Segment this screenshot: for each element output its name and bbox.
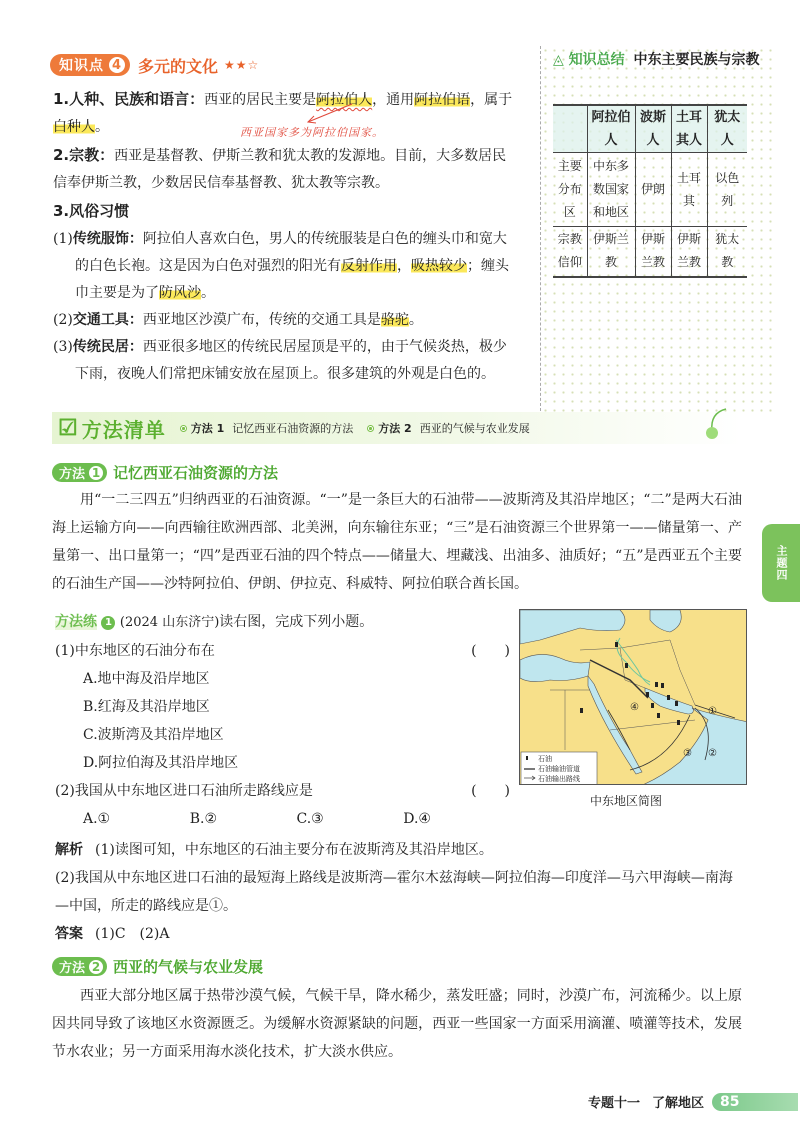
theme-side-tab[interactable]: 主题四 xyxy=(762,524,800,602)
footer-chapter-title: 了解地区 xyxy=(652,1096,705,1111)
method1-title: 记忆西亚石油资源的方法 xyxy=(113,464,279,482)
method2-badge xyxy=(52,957,107,976)
option-b[interactable]: B.红海及其沿岸地区 xyxy=(83,699,210,715)
method-text: 西亚的气候与农业发展 xyxy=(419,422,530,435)
table-cell: 犹太教 xyxy=(707,227,747,277)
table-cell: 中东多数国家和地区 xyxy=(587,153,635,227)
item-number: (1) xyxy=(53,231,73,247)
map-caption: 中东地区简图 xyxy=(590,794,663,808)
route-label-2: ② xyxy=(708,748,717,759)
question-stem: (1)中东地区的石油分布在 xyxy=(55,643,215,659)
method-number: 2 xyxy=(88,959,104,975)
text: ，属于 xyxy=(470,92,513,108)
option-d[interactable]: D.阿拉伯海及其沿岸地区 xyxy=(83,755,239,771)
custom-item-transport xyxy=(53,307,513,334)
question-2 xyxy=(55,777,510,805)
text: 西亚很多地区的传统民居屋顶是平的，由于气候炎热，极少下雨，夜晚人们常把床铺安放在屋顶上。很多建筑的外观是白色的。 xyxy=(75,339,507,382)
route-label-1: ① xyxy=(708,706,717,717)
custom-item-clothing xyxy=(53,226,513,307)
table-header-cell: 犹太人 xyxy=(707,105,747,153)
legend-route: 石油输出路线 xyxy=(538,775,580,783)
highlight: 反射作用 xyxy=(341,258,397,274)
option-a[interactable]: A.地中海及沿岸地区 xyxy=(83,671,210,687)
method-link-2[interactable] xyxy=(367,420,529,436)
map-illustration xyxy=(520,610,747,785)
option-c[interactable]: C.波斯湾及其沿岸地区 xyxy=(83,727,224,743)
method-link-1[interactable] xyxy=(180,420,353,436)
method-tag: 方法 xyxy=(59,961,86,976)
legend-pipeline: 石油输油管道 xyxy=(538,765,580,773)
checkbox-icon: ☑ xyxy=(58,415,78,441)
method1-header xyxy=(52,462,278,483)
method-tag: 方法 xyxy=(59,467,86,482)
method-list-banner xyxy=(52,412,742,444)
summary-title: 中东主要民族与宗教 xyxy=(633,52,760,68)
question-1 xyxy=(55,637,510,665)
table-cell: 土耳其 xyxy=(671,153,707,227)
table-row xyxy=(553,153,747,227)
item-number: (3) xyxy=(53,339,73,355)
route-label-3: ③ xyxy=(683,748,692,759)
summary-tag: ◬ 知识总结 xyxy=(553,52,625,68)
route-label-4: ④ xyxy=(630,702,639,713)
highlight-arab: 阿拉伯人 xyxy=(316,92,373,108)
text: ， xyxy=(397,258,411,274)
option-a[interactable]: A.① xyxy=(83,811,111,827)
section-label: 1.人种、民族和语言： xyxy=(53,90,205,108)
question-2-options xyxy=(55,805,510,833)
practice-tag: 方法练 xyxy=(55,614,97,630)
table-cell: 伊斯兰教 xyxy=(635,227,671,277)
footer-chapter xyxy=(588,1092,704,1111)
item-number: (2) xyxy=(53,312,73,328)
text: 阿拉伯人喜欢白色，男人的传统服装是白色的缠头巾和宽大的白色长袍。这是因为白色对强烈的阳光有 xyxy=(75,231,507,274)
middle-east-map xyxy=(519,609,747,785)
highlight: 防风沙 xyxy=(159,285,201,301)
practice-prompt: 读右图，完成下列小题。 xyxy=(219,614,374,630)
analysis-p1 xyxy=(55,836,745,864)
table-cell: 伊斯兰教 xyxy=(671,227,707,277)
page-footer xyxy=(588,1092,798,1111)
option-c[interactable]: C.③ xyxy=(296,811,324,827)
text: ，通用 xyxy=(372,92,415,108)
text: 西亚的居民主要是 xyxy=(204,92,317,108)
custom-item-housing xyxy=(53,334,513,388)
analysis-label: 解析 xyxy=(55,842,83,858)
page-number: 85 xyxy=(712,1093,798,1111)
item-label: 交通工具： xyxy=(72,312,143,328)
difficulty-stars-icon: ★★☆ xyxy=(224,58,260,72)
table-cell: 伊朗 xyxy=(635,153,671,227)
method-number: 1 xyxy=(88,465,104,481)
table-row-label: 宗教信仰 xyxy=(553,227,587,277)
section-religion xyxy=(53,142,513,197)
section-customs-items xyxy=(53,226,513,388)
sprout-icon xyxy=(700,405,740,445)
method2-header xyxy=(52,956,263,977)
method-list-title: 方法清单 xyxy=(81,417,166,442)
table-row xyxy=(553,227,747,277)
practice-exercise xyxy=(55,608,510,833)
practice-source: (2024 山东济宁) xyxy=(119,615,220,630)
legend-oil: 石油 xyxy=(538,755,552,763)
analysis-p2: (2)我国从中东地区进口石油的最短海上路线是波斯湾—霍尔木兹海峡—阿拉伯海—印度洋—马六甲海峡—南海—中国，所走的路线应是①。 xyxy=(55,870,733,914)
method-tag: 方法 1 xyxy=(190,422,225,435)
question-stem: (2)我国从中东地区进口石油所走路线应是 xyxy=(55,783,313,799)
method1-body: 用“一二三四五”归纳西亚的石油资源。“一”是一条巨大的石油带——波斯湾及其沿岸地区；“二”是两大石油海上运输方向——向西输往欧洲西部、北美洲，向东输往东亚；“三”是石油资源三个世界第一——储量第一、产量第一、出口量第一；“四”是西亚石油的四个特点——储量大、埋藏浅、出油多、油质好；“五”是西亚五个主要的石油生产国——沙特阿拉伯、伊朗、伊拉克、科威特、阿拉伯联合酋长国。 xyxy=(52,492,742,592)
method-text: 记忆西亚石油资源的方法 xyxy=(232,422,354,435)
text: 。 xyxy=(201,285,215,301)
option-b[interactable]: B.② xyxy=(189,811,218,827)
table-cell: 以色列 xyxy=(707,153,747,227)
text: 。 xyxy=(95,119,109,135)
summary-header xyxy=(553,48,773,72)
method-tag: 方法 2 xyxy=(378,422,412,435)
practice-header xyxy=(55,608,510,637)
highlight: 骆驼 xyxy=(380,312,409,328)
text: ；缠头巾主要是为了 xyxy=(75,258,509,301)
item-label: 传统民居： xyxy=(72,339,143,355)
table-row-label: 主要分布区 xyxy=(553,153,587,227)
answer-row xyxy=(55,920,745,948)
ethnic-religion-table xyxy=(553,104,747,278)
text: 西亚是基督教、伊斯兰教和犹太教的发源地。目前，大多数居民信奉伊斯兰教，少数居民信奉基督教、犹太教等宗教。 xyxy=(53,148,507,191)
table-header-cell: 阿拉伯人 xyxy=(587,105,635,153)
footer-chapter-number: 专题十一 xyxy=(588,1096,641,1111)
summary-tag-label: 知识总结 xyxy=(568,52,625,68)
highlight-caucasian: 白种人 xyxy=(53,119,95,135)
knowledge-point-tag: 知识点 xyxy=(59,58,104,74)
bullet-icon xyxy=(180,425,187,432)
item-label: 传统服饰： xyxy=(72,231,143,247)
knowledge-point-number: 4 xyxy=(108,56,126,74)
section-customs-title: 3.风俗习惯 xyxy=(53,202,130,220)
highlight-arabic: 阿拉伯语 xyxy=(414,92,471,108)
knowledge-point-header xyxy=(50,53,259,77)
knowledge-summary-box xyxy=(540,46,772,416)
table-cell: 伊斯兰教 xyxy=(587,227,635,277)
answer-bracket[interactable]: ( ) xyxy=(471,643,510,659)
method1-badge xyxy=(52,463,107,482)
text: 。 xyxy=(408,312,423,328)
table-header-row xyxy=(553,105,747,153)
option-d[interactable]: D.④ xyxy=(403,811,431,827)
answer-bracket[interactable]: ( ) xyxy=(471,783,510,799)
practice-number: 1 xyxy=(101,616,115,630)
bullet-icon xyxy=(367,425,374,432)
method2-body: 西亚大部分地区属于热带沙漠气候，气候干旱，降水稀少，蒸发旺盛；同时，沙漠广布，河流稀少。以上原因共同导致了该地区水资源匮乏。为缓解水资源紧缺的问题，西亚一些国家一方面采用滴灌、喷灌等技术，发展节水农业；另一方面采用海水淡化技术，扩大淡水供应。 xyxy=(52,988,742,1060)
table-header-cell: 波斯人 xyxy=(635,105,671,153)
answer-label: 答案 xyxy=(55,926,83,942)
analysis-text: (1)读图可知，中东地区的石油主要分布在波斯湾及其沿岸地区。 xyxy=(95,842,493,858)
table-header-cell: 土耳其人 xyxy=(671,105,707,153)
section-label: 2.宗教： xyxy=(53,146,115,164)
highlight: 吸热较少 xyxy=(411,258,467,274)
answer-text: (1)C (2)A xyxy=(95,926,170,942)
knowledge-point-title: 多元的文化 xyxy=(138,56,219,76)
text: 西亚地区沙漠广布，传统的交通工具是 xyxy=(142,312,381,328)
method2-title: 西亚的气候与农业发展 xyxy=(113,958,264,976)
knowledge-point-badge xyxy=(50,54,130,76)
table-header-cell xyxy=(553,105,587,153)
handwritten-annotation: 西亚国家多为阿拉伯国家。 xyxy=(240,126,384,139)
analysis-section xyxy=(55,836,745,948)
